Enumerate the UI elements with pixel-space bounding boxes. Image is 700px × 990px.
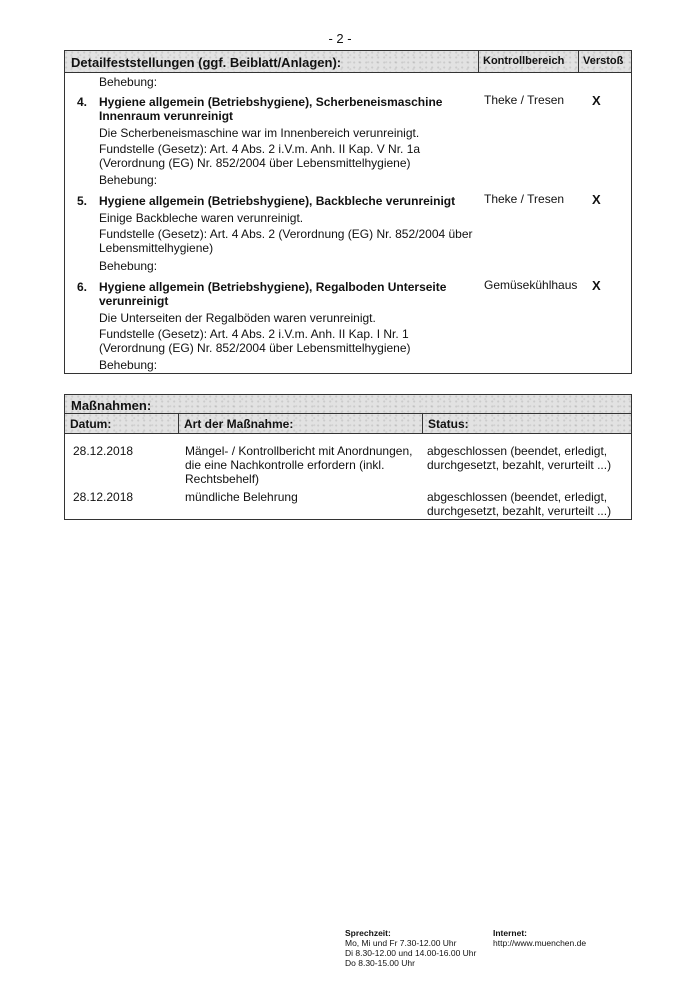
col-verstoss: Verstoß [578, 51, 631, 72]
finding-behebung: Behebung: [99, 358, 158, 372]
carry-over-behebung: Behebung: [99, 75, 158, 89]
sprechzeit-line: Di 8.30-12.00 und 14.00-16.00 Uhr [345, 948, 477, 958]
finding-description: Die Scherbeneismaschine war im Innenbereich verunreinigt. [99, 126, 420, 140]
measure-status: abgeschlossen (beendet, erledigt, [427, 444, 608, 458]
finding-fundstelle: Fundstelle (Gesetz): Art. 4 Abs. 2 (Verordnung (EG) Nr. 852/2004 über [99, 227, 473, 241]
col-datum: Datum: [70, 417, 112, 431]
measure-status-cont: durchgesetzt, bezahlt, verurteilt ...) [427, 458, 612, 472]
finding-description: Die Unterseiten der Regalböden waren verunreinigt. [99, 311, 376, 325]
measures-section [64, 394, 632, 520]
measure-date: 28.12.2018 [73, 444, 134, 458]
finding-fundstelle-cont: (Verordnung (EG) Nr. 852/2004 über Lebensmittelhygiene) [99, 156, 411, 170]
footer-sprechzeit [345, 928, 476, 968]
sprechzeit-line: Mo, Mi und Fr 7.30-12.00 Uhr [345, 938, 457, 948]
finding-description: Einige Backbleche waren verunreinigt. [99, 211, 304, 225]
finding-fundstelle-cont: (Verordnung (EG) Nr. 852/2004 über Lebensmittelhygiene) [99, 341, 411, 355]
page-number: - 2 - [328, 31, 352, 46]
finding-number: 5. [77, 194, 88, 208]
finding-bereich: Gemüsekühlhaus [484, 278, 578, 292]
finding-verstoss-mark: X [592, 192, 601, 207]
finding-verstoss-mark: X [592, 93, 601, 108]
finding-fundstelle-cont: Lebensmittelhygiene) [99, 241, 214, 255]
measure-art-cont: Rechtsbehelf) [185, 472, 260, 486]
measure-date: 28.12.2018 [73, 490, 134, 504]
finding-title: Hygiene allgemein (Betriebshygiene), Regalboden Unterseite [99, 280, 447, 294]
finding-behebung: Behebung: [99, 173, 158, 187]
col-art-der-massnahme: Art der Maßnahme: [178, 414, 422, 433]
measure-status-cont: durchgesetzt, bezahlt, verurteilt ...) [427, 504, 612, 518]
measure-art-cont: die eine Nachkontrolle erfordern (inkl. [185, 458, 385, 472]
findings-title: Detailfeststellungen (ggf. Beiblatt/Anlagen): [71, 55, 342, 70]
finding-number: 6. [77, 280, 88, 294]
internet-link[interactable]: http://www.muenchen.de [493, 938, 587, 948]
finding-verstoss-mark: X [592, 278, 601, 293]
finding-title: Hygiene allgemein (Betriebshygiene), Scherbeneismaschine [99, 95, 443, 109]
measure-status: abgeschlossen (beendet, erledigt, [427, 490, 608, 504]
finding-bereich: Theke / Tresen [484, 93, 565, 107]
finding-title-cont: verunreinigt [99, 294, 169, 308]
measures-column-headers [65, 414, 631, 434]
finding-title: Hygiene allgemein (Betriebshygiene), Backbleche verunreinigt [99, 194, 456, 208]
measure-art: Mängel- / Kontrollbericht mit Anordnungen, [185, 444, 413, 458]
measures-title: Maßnahmen: [71, 398, 152, 413]
finding-bereich: Theke / Tresen [484, 192, 565, 206]
findings-header [65, 51, 631, 73]
measure-art: mündliche Belehrung [185, 490, 298, 504]
finding-fundstelle: Fundstelle (Gesetz): Art. 4 Abs. 2 i.V.m. Anh. II Kap. V Nr. 1a [99, 142, 421, 156]
internet-label: Internet: [493, 928, 527, 938]
finding-title-cont: Innenraum verunreinigt [99, 109, 234, 123]
finding-behebung: Behebung: [99, 259, 158, 273]
col-kontrollbereich: Kontrollbereich [478, 51, 578, 72]
sprechzeit-line: Do 8.30-15.00 Uhr [345, 958, 415, 968]
finding-number: 4. [77, 95, 88, 109]
finding-fundstelle: Fundstelle (Gesetz): Art. 4 Abs. 2 i.V.m. Anh. II Kap. I Nr. 1 [99, 327, 409, 341]
sprechzeit-label: Sprechzeit: [345, 928, 391, 938]
col-status: Status: [422, 414, 631, 433]
measures-title-bar [65, 395, 631, 414]
footer-internet [493, 928, 586, 948]
findings-section [64, 50, 632, 374]
